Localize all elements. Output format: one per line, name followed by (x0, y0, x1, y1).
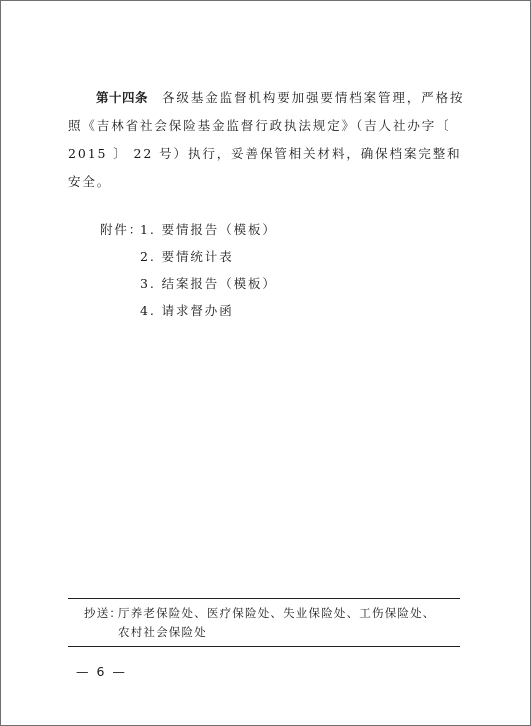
attachment-row (100, 243, 277, 270)
attachment-item: 3. 结案报告（模板） (140, 276, 277, 291)
attachment-item: 1. 要情报告（模板） (140, 222, 277, 237)
cc-label: 抄送： (84, 606, 123, 620)
article-line-2: 照《吉林省社会保险基金监督行政执法规定》（吉人社办字〔 (68, 118, 451, 133)
attachment-row (100, 297, 277, 324)
cc-row-1 (84, 604, 436, 623)
cc-bottom-divider (68, 646, 460, 647)
article-text-1: 各级基金监督机构要加强要情档案管理，严格按 (162, 90, 465, 105)
cc-top-divider (68, 598, 460, 599)
page-number: — 6 — (76, 664, 127, 679)
cc-recipients-1: 厅养老保险处、医疗保险处、失业保险处、工伤保险处、 (118, 606, 436, 620)
article-fourteen (68, 84, 466, 196)
cc-row-2 (84, 623, 436, 642)
attachment-item: 2. 要情统计表 (140, 249, 234, 264)
article-line-4: 安全。 (68, 174, 112, 189)
attachments-list (100, 216, 277, 324)
article-line-1 (96, 84, 466, 112)
attachments-label: 附件： (100, 222, 144, 237)
attachment-row (100, 216, 277, 243)
article-label: 第十四条 (96, 90, 149, 105)
attachment-item: 4. 请求督办函 (140, 303, 234, 318)
cc-recipients-2: 农村社会保险处 (118, 625, 207, 639)
cc-block (84, 604, 436, 642)
attachment-row (100, 270, 277, 297)
article-line-3: 2015 〕 22 号）执行，妥善保管相关材料，确保档案完整和 (68, 146, 462, 161)
